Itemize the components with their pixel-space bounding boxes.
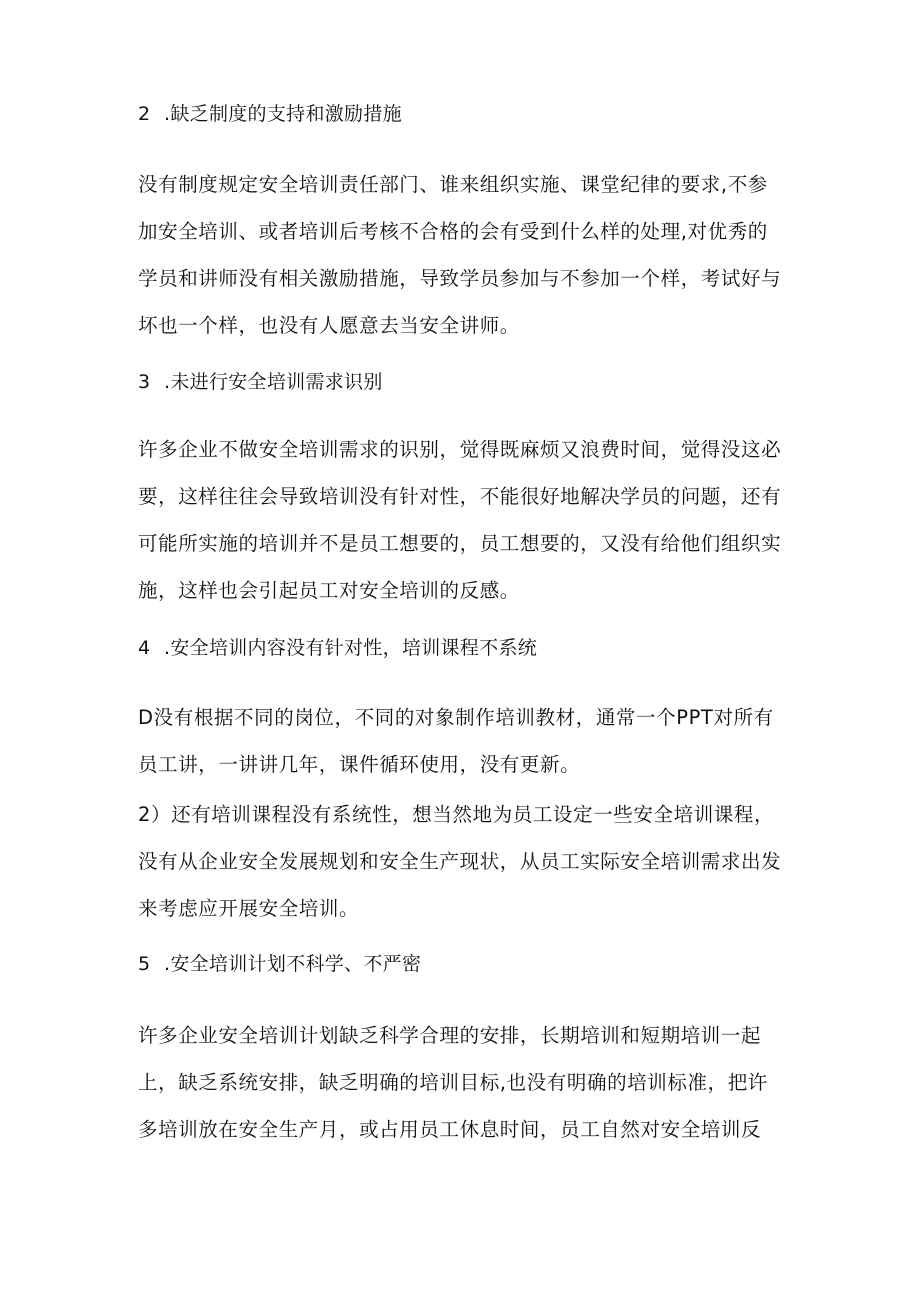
section-number: 4 xyxy=(138,637,151,659)
paragraph-line: 没有从企业安全发展规划和安全生产现状，从员工实际安全培训需求出发 xyxy=(138,850,782,873)
section-2-paragraph xyxy=(138,161,788,349)
paragraph-line: 来考虑应开展安全培训。 xyxy=(138,897,360,920)
paragraph-line: 加安全培训、或者培训后考核不合格的会有受到什么样的处理,对优秀的 xyxy=(138,220,768,243)
section-number: 2 xyxy=(138,103,151,125)
paragraph-line: 2）还有培训课程没有系统性，想当然地为员工设定一些安全培训课程， xyxy=(138,803,775,826)
section-title: .安全培训内容没有针对性，培训课程不系统 xyxy=(164,637,538,659)
section-number: 5 xyxy=(138,953,151,975)
paragraph-line: 许多企业安全培训计划缺乏科学合理的安排，长期培训和短期培训一起 xyxy=(138,1024,762,1047)
section-5-paragraph xyxy=(138,1012,788,1153)
paragraph-line: 可能所实施的培训并不是员工想要的，员工想要的，又没有给他们组织实 xyxy=(138,532,782,555)
section-heading-5 xyxy=(138,950,421,978)
section-number: 3 xyxy=(138,371,151,393)
section-heading-3 xyxy=(138,368,383,396)
section-4-paragraph-a xyxy=(138,694,788,788)
section-heading-4 xyxy=(138,634,537,662)
paragraph-line: 学员和讲师没有相关激励措施，导致学员参加与不参加一个样，考试好与 xyxy=(138,267,782,290)
paragraph-line: 许多企业不做安全培训需求的识别，觉得既麻烦又浪费时间，觉得没这必 xyxy=(138,438,782,461)
section-3-paragraph xyxy=(138,426,788,614)
paragraph-line: 要，这样往往会导致培训没有针对性，不能很好地解决学员的问题，还有 xyxy=(138,485,782,508)
paragraph-line: 施，这样也会引起员工对安全培训的反感。 xyxy=(138,579,520,602)
section-title: .缺乏制度的支持和激励措施 xyxy=(164,103,402,125)
paragraph-line: 没有制度规定安全培训责任部门、谁来组织实施、课堂纪律的要求,不参 xyxy=(138,173,768,196)
paragraph-line: 员工讲，一讲讲几年，课件循环使用，没有更新。 xyxy=(138,753,581,776)
section-title: .安全培训计划不科学、不严密 xyxy=(164,953,422,975)
paragraph-line: D没有根据不同的岗位，不同的对象制作培训教材，通常一个PPT对所有 xyxy=(138,706,774,729)
section-heading-2 xyxy=(138,100,402,128)
paragraph-line: 多培训放在安全生产月，或占用员工休息时间，员工自然对安全培训反 xyxy=(138,1118,762,1141)
paragraph-line: 上，缺乏系统安排，缺乏明确的培训目标,也没有明确的培训标准，把许 xyxy=(138,1071,768,1094)
section-4-paragraph-b xyxy=(138,791,788,932)
section-title: .未进行安全培训需求识别 xyxy=(164,371,383,393)
paragraph-line: 坏也一个样，也没有人愿意去当安全讲师。 xyxy=(138,314,520,337)
